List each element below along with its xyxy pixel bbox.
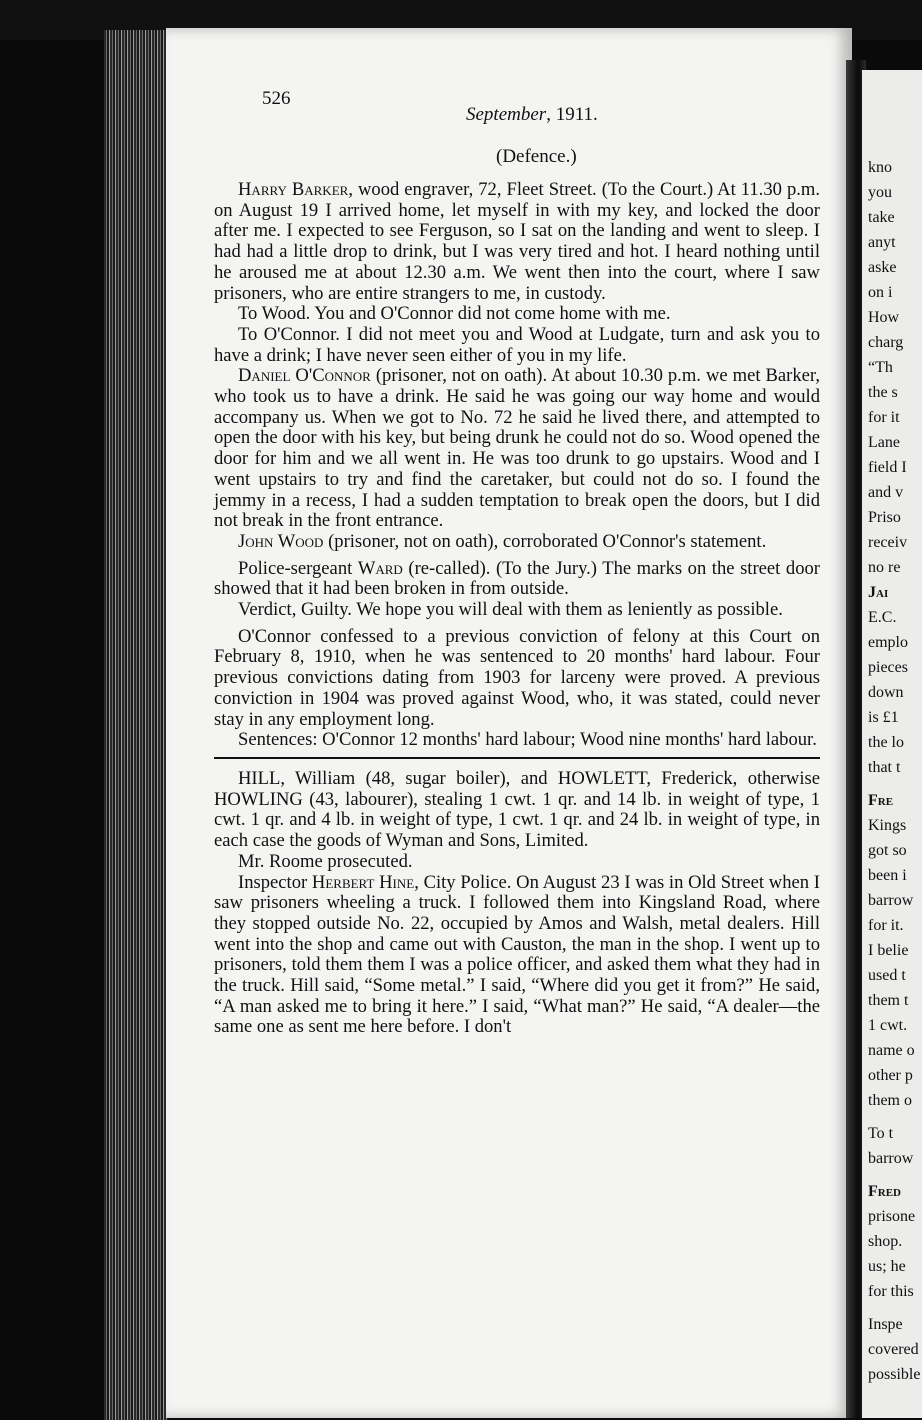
facing-page-line: receiv	[868, 534, 908, 551]
facing-page-line: for this	[868, 1283, 914, 1300]
facing-page-line: on i	[868, 284, 893, 301]
facing-page-line: pieces	[868, 659, 908, 676]
facing-page-line: Kings	[868, 817, 907, 834]
page-number: 526	[262, 88, 291, 109]
facing-page-line: take	[868, 209, 895, 226]
paragraph-barker	[214, 180, 820, 304]
facing-page-line: down	[868, 684, 904, 701]
facing-page-line: them t	[868, 992, 909, 1009]
facing-page-line: Priso	[868, 509, 901, 526]
page-body	[214, 180, 820, 1038]
paragraph-text: (prisoner, not on oath). At about 10.30 p.m. we met Barker, who took us to have a drink. He said he was going our way home and would accompany us. When we got to No. 72 he said he lived there, and attempted to open the door with his key, but being drunk he could not do so. Wood opened the door for him and we all went in. He was too drunk to go upstairs. Wood and I went upstairs to try and find the caretaker, but could not do so. I found the jemmy in a recess, I had a sudden temptation to break open the doors, but I did not break in the front entrance.	[214, 365, 821, 532]
paragraph-text: (re-called). (To the Jury.) The marks on the street door showed that it had been broken in from outside.	[214, 557, 820, 600]
running-head-month: September	[466, 104, 547, 125]
facing-page-line: Fred	[868, 1183, 901, 1200]
facing-page-line: that t	[868, 759, 901, 776]
facing-page-line: Lane	[868, 434, 900, 451]
rank-label: Inspector	[238, 871, 312, 893]
facing-page-line: for it.	[868, 917, 904, 934]
case-heading: HILL, William (48, sugar boiler), and HOWLETT, Frederick, otherwise HOWLING (43, labourer), stealing 1 cwt. 1 qr. and 14 lb. in weight of type, 1 cwt. 1 qr. and 4 lb. in weight of type, 1 cwt. 1 qr. and 24 lb. in weight of type, in each case the goods of Wyman and Sons, Limited.	[214, 767, 820, 852]
paragraph-wood	[214, 532, 820, 553]
facing-page-line: Fre	[868, 792, 894, 809]
facing-page-line: and v	[868, 484, 904, 501]
facing-page-line: I belie	[868, 942, 909, 959]
facing-page-line: the s	[868, 384, 898, 401]
facing-page	[862, 70, 922, 1418]
facing-page-line: no re	[868, 559, 901, 576]
witness-name: Harry Barker	[238, 179, 349, 200]
paragraph-oconnor	[214, 366, 820, 532]
facing-page-line: the lo	[868, 734, 904, 751]
prosecutor-line: Mr. Roome prosecuted.	[238, 850, 413, 872]
facing-page-line: is £1	[868, 709, 899, 726]
facing-page-line: How	[868, 309, 900, 326]
facing-page-line: us; he	[868, 1258, 906, 1275]
facing-page-line: emplo	[868, 634, 908, 651]
rank-label: Police-sergeant	[238, 557, 358, 579]
facing-page-line: Jai	[868, 584, 889, 601]
paragraph-text: , City Police. On August 23 I was in Old Street when I saw prisoners wheeling a truck. I followed them into Kingsland Road, where they stopped outside No. 22, occupied by Amos and Walsh, metal dealers. Hill went into the shop and came out with Causton, the man in the shop. I went up to prisoners, told them them I was a police officer, and asked them what they had in the truck. Hill said, “Some metal.” I said, “Where did you get it from?” He said, “A man asked me to bring it here.” I said, “What man?” He said, “A dealer—the same one as sent me here before. I don't	[214, 871, 820, 1038]
facing-page-line: charg	[868, 334, 904, 351]
facing-page-line: been i	[868, 867, 907, 884]
facing-page-line: anyt	[868, 234, 896, 251]
facing-page-line: E.C.	[868, 609, 897, 626]
case-divider	[214, 757, 820, 759]
paragraph-to-oconnor: To O'Connor. I did not meet you and Wood at Ludgate, turn and ask you to have a drink; I have never seen either of you in my life.	[214, 323, 820, 366]
facing-page-line: shop.	[868, 1233, 903, 1250]
book-page-edges	[104, 30, 168, 1420]
facing-page-line: covered	[868, 1341, 919, 1358]
facing-page-line: name o	[868, 1042, 915, 1059]
prisoner-name: Daniel O'Connor	[238, 365, 371, 387]
paragraph-verdict: Verdict, Guilty. We hope you will deal with them as leniently as possible.	[238, 599, 783, 621]
facing-page-line: “Th	[868, 359, 893, 376]
facing-page-line: got so	[868, 842, 907, 859]
book-page	[166, 28, 852, 1418]
facing-page-line: Inspe	[868, 1316, 903, 1333]
facing-page-line: barrow	[868, 892, 914, 909]
facing-page-line: them o	[868, 1092, 912, 1109]
paragraph-text: , wood engraver, 72, Fleet Street. (To the Court.) At 11.30 p.m. on August 19 I arrived home, let myself in with my key, and locked the door after me. I expected to see Ferguson, so I sat on the landing and went to sleep. I had had a little drop to drink, but I was very tired and hot. I heard nothing until he aroused me at about 12.30 a.m. We went then into the court, where I saw prisoners, who are entire strangers to me, in custody.	[214, 179, 820, 304]
prisoner-name: John Wood	[238, 530, 324, 552]
facing-page-line: used t	[868, 967, 906, 984]
paragraph-text: (prisoner, not on oath), corroborated O'Connor's statement.	[323, 530, 767, 552]
facing-page-line: field I	[868, 459, 907, 476]
facing-page-line: you	[868, 184, 892, 201]
facing-page-line: prisone	[868, 1208, 916, 1225]
facing-page-line: barrow	[868, 1150, 914, 1167]
paragraph-convictions: O'Connor confessed to a previous conviction of felony at this Court on February 8, 1910, when he was sentenced to 20 months' hard labour. Four previous convictions dating from 1903 for larceny were proved. A previous conviction in 1904 was proved against Wood, who, it was stated, could never stay in any employment long.	[214, 625, 820, 730]
paragraph-to-wood: To Wood. You and O'Connor did not come home with me.	[238, 303, 671, 325]
paragraph-hine	[214, 873, 820, 1039]
facing-page-line: possible	[868, 1366, 921, 1383]
facing-page-line: To t	[868, 1125, 894, 1142]
facing-page-line: 1 cwt.	[868, 1017, 908, 1034]
running-head-year: , 1911.	[546, 104, 598, 125]
running-head	[466, 104, 598, 126]
facing-page-line: aske	[868, 259, 897, 276]
witness-name: Herbert Hine	[311, 871, 415, 893]
facing-page-line: kno	[868, 159, 892, 176]
facing-page-line: for it	[868, 409, 900, 426]
witness-name: Ward	[357, 557, 403, 579]
section-heading: (Defence.)	[496, 146, 577, 167]
paragraph-sentences: Sentences: O'Connor 12 months' hard labour; Wood nine months' hard labour.	[238, 729, 817, 751]
paragraph-ward	[214, 559, 820, 600]
facing-page-line: other p	[868, 1067, 913, 1084]
